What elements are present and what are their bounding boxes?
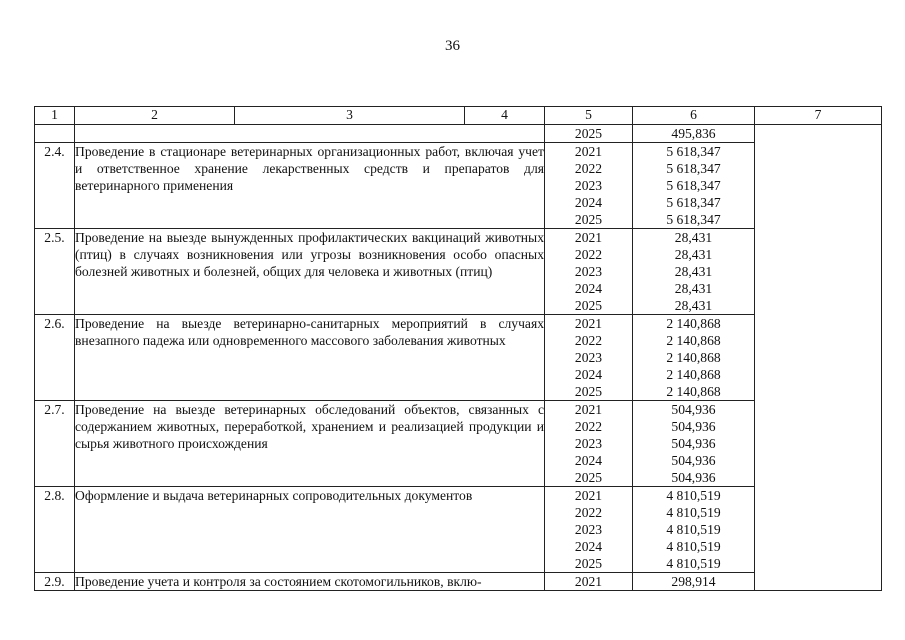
year: 2021 bbox=[574, 230, 603, 245]
values-cell bbox=[633, 401, 755, 487]
value: 298,914 bbox=[671, 574, 716, 589]
years-cell bbox=[545, 143, 633, 229]
value: 2 140,868 bbox=[666, 384, 721, 399]
item-number: 2.9. bbox=[35, 573, 75, 591]
value: 2 140,868 bbox=[666, 350, 721, 365]
value: 28,431 bbox=[674, 281, 713, 296]
year: 2022 bbox=[574, 419, 603, 434]
value: 28,431 bbox=[674, 298, 713, 313]
year: 2024 bbox=[574, 453, 603, 468]
year: 2023 bbox=[574, 522, 603, 537]
year: 2025 bbox=[574, 298, 603, 313]
year: 2022 bbox=[574, 247, 603, 262]
year: 2022 bbox=[574, 333, 603, 348]
table-row bbox=[35, 573, 882, 591]
header-cell: 5 bbox=[545, 107, 633, 125]
item-description: Проведение в стационаре ветеринарных организационных работ, включая учет и ответственное хранение лекарственных средств и препаратов для ветеринарного применения bbox=[75, 143, 545, 229]
year: 2024 bbox=[574, 539, 603, 554]
years-cell bbox=[545, 125, 633, 143]
item-number: 2.6. bbox=[35, 315, 75, 401]
value: 4 810,519 bbox=[666, 505, 721, 520]
value: 504,936 bbox=[671, 453, 716, 468]
years-cell bbox=[545, 487, 633, 573]
year: 2024 bbox=[574, 195, 603, 210]
page-number: 36 bbox=[445, 38, 460, 54]
year: 2025 bbox=[574, 212, 603, 227]
value: 2 140,868 bbox=[666, 367, 721, 382]
header-cell: 2 bbox=[75, 107, 235, 125]
table-row bbox=[35, 229, 882, 315]
years-cell bbox=[545, 229, 633, 315]
value: 28,431 bbox=[674, 230, 713, 245]
year: 2022 bbox=[574, 505, 603, 520]
value: 5 618,347 bbox=[666, 161, 721, 176]
header-cell: 4 bbox=[465, 107, 545, 125]
header-row bbox=[35, 107, 882, 125]
year: 2021 bbox=[574, 574, 603, 589]
header-cell: 1 bbox=[35, 107, 75, 125]
year: 2022 bbox=[574, 161, 603, 176]
values-cell bbox=[633, 125, 755, 143]
item-description: Проведение на выезде вынужденных профилактических вакцинаций животных (птиц) в случаях возникновения или угрозы возникновения особо опасных болезней животных и болезней, общих для человека и животных (птиц) bbox=[75, 229, 545, 315]
values-cell bbox=[633, 315, 755, 401]
value: 28,431 bbox=[674, 264, 713, 279]
value: 2 140,868 bbox=[666, 316, 721, 331]
value: 495,836 bbox=[671, 126, 716, 141]
value: 2 140,868 bbox=[666, 333, 721, 348]
value: 504,936 bbox=[671, 419, 716, 434]
value: 5 618,347 bbox=[666, 178, 721, 193]
col7-cell bbox=[755, 125, 882, 591]
year: 2021 bbox=[574, 144, 603, 159]
budget-table bbox=[34, 106, 882, 591]
year: 2023 bbox=[574, 436, 603, 451]
year: 2023 bbox=[574, 350, 603, 365]
values-cell bbox=[633, 143, 755, 229]
value: 5 618,347 bbox=[666, 195, 721, 210]
value: 5 618,347 bbox=[666, 144, 721, 159]
year: 2021 bbox=[574, 402, 603, 417]
item-number: 2.4. bbox=[35, 143, 75, 229]
table-row bbox=[35, 487, 882, 573]
item-number: 2.8. bbox=[35, 487, 75, 573]
year: 2021 bbox=[574, 488, 603, 503]
value: 4 810,519 bbox=[666, 522, 721, 537]
header-cell: 6 bbox=[633, 107, 755, 125]
item-description: Проведение учета и контроля за состоянием скотомогильников, вклю- bbox=[75, 573, 545, 591]
header-cell: 3 bbox=[235, 107, 465, 125]
value: 504,936 bbox=[671, 402, 716, 417]
num-cell bbox=[35, 125, 75, 143]
value: 4 810,519 bbox=[666, 539, 721, 554]
year: 2025 bbox=[574, 470, 603, 485]
value: 504,936 bbox=[671, 436, 716, 451]
header-cell: 7 bbox=[755, 107, 882, 125]
year: 2024 bbox=[574, 281, 603, 296]
value: 5 618,347 bbox=[666, 212, 721, 227]
values-cell bbox=[633, 229, 755, 315]
item-number: 2.7. bbox=[35, 401, 75, 487]
year: 2024 bbox=[574, 367, 603, 382]
value: 504,936 bbox=[671, 470, 716, 485]
values-cell bbox=[633, 487, 755, 573]
item-number: 2.5. bbox=[35, 229, 75, 315]
year: 2023 bbox=[574, 264, 603, 279]
year: 2021 bbox=[574, 316, 603, 331]
table-row bbox=[35, 401, 882, 487]
item-description: Проведение на выезде ветеринарно-санитарных мероприятий в случаях внезапного падежа или одновременного массового заболевания животных bbox=[75, 315, 545, 401]
table-row bbox=[35, 315, 882, 401]
years-cell bbox=[545, 573, 633, 591]
desc-cell bbox=[75, 125, 545, 143]
year: 2025 bbox=[574, 384, 603, 399]
years-cell bbox=[545, 401, 633, 487]
item-description: Оформление и выдача ветеринарных сопроводительных документов bbox=[75, 487, 545, 573]
year: 2025 bbox=[574, 556, 603, 571]
value: 28,431 bbox=[674, 247, 713, 262]
values-cell bbox=[633, 573, 755, 591]
value: 4 810,519 bbox=[666, 488, 721, 503]
table-row bbox=[35, 125, 882, 143]
years-cell bbox=[545, 315, 633, 401]
year: 2023 bbox=[574, 178, 603, 193]
year: 2025 bbox=[574, 126, 603, 141]
value: 4 810,519 bbox=[666, 556, 721, 571]
item-description: Проведение на выезде ветеринарных обследований объектов, связанных с содержанием животных, переработкой, хранением и реализацией продукции и сырья животного происхождения bbox=[75, 401, 545, 487]
table-row bbox=[35, 143, 882, 229]
